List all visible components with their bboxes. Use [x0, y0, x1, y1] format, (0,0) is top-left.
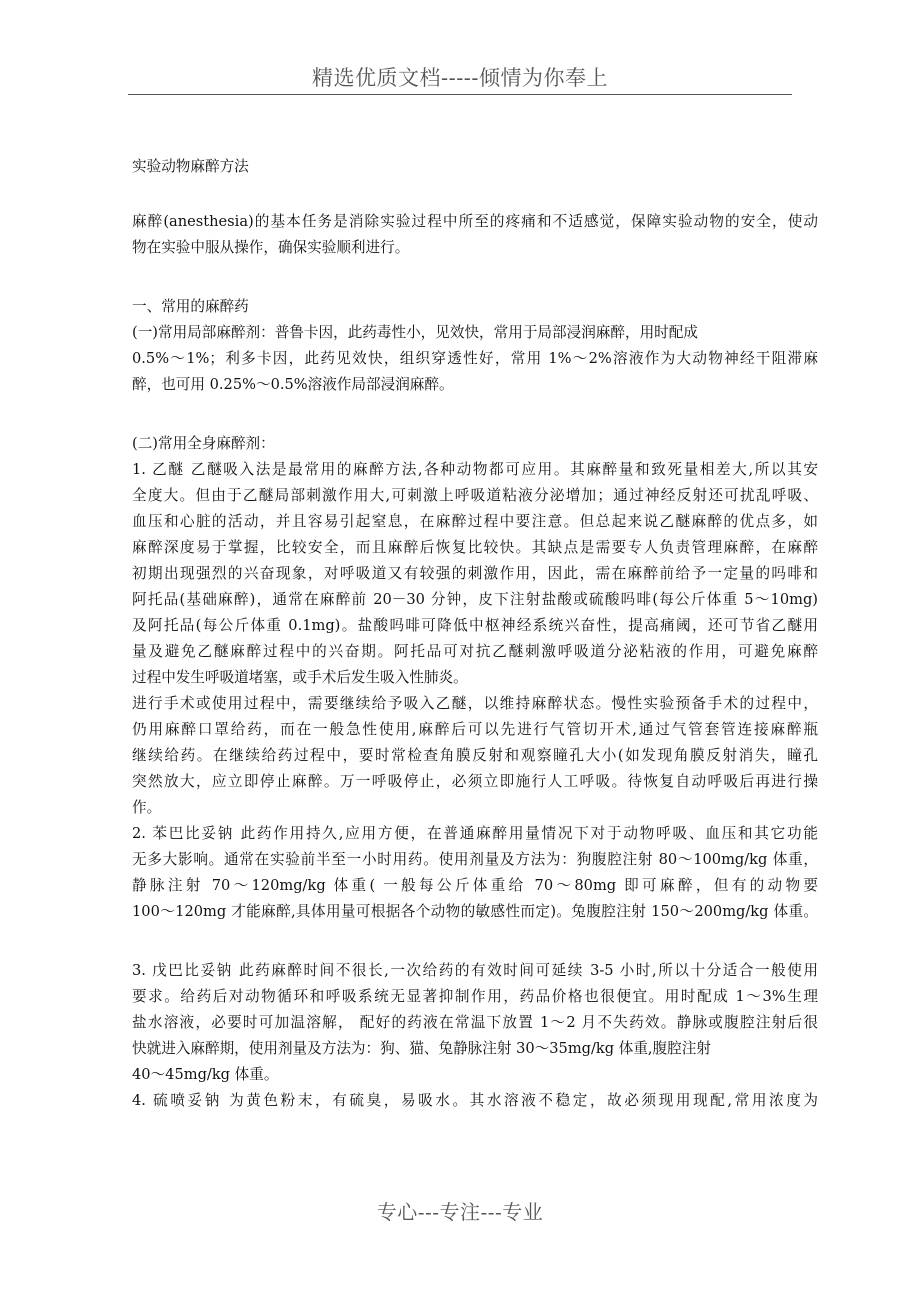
phenobarbital-line: 无多大影响。通常在实验前半至一小时用药。使用剂量及方法为：狗腹腔注射 80～100mg/kg 体重， [132, 851, 818, 868]
pentobarbital-line: 要求。给药后对动物循环和呼吸系统无显著抑制作用，药品价格也很便宜。用时配成 1～3%生理 [132, 988, 818, 1005]
phenobarbital-line: 100～120mg 才能麻醉,具体用量可根据各个动物的敏感性而定)。兔腹腔注射 150～200mg/kg 体重。 [132, 903, 818, 920]
ether-maintenance-line: 突然放大，应立即停止麻醉。万一呼吸停止，必须立即施行人工呼吸。待恢复自动呼吸后再进行操 [132, 773, 818, 790]
phenobarbital-line: 静脉注射 70～120mg/kg 体重( 一般每公斤体重给 70～80mg 即可麻醉，但有的动物要 [132, 877, 818, 894]
ether-maintenance-line: 继续给药。在继续给药过程中，要时常检查角膜反射和观察瞳孔大小(如发现角膜反射消失，瞳孔 [132, 747, 818, 764]
pentobarbital-line: 3. 戊巴比妥钠 此药麻醉时间不很长,一次给药的有效时间可延续 3-5 小时,所以十分适合一般使用 [132, 962, 818, 979]
header-divider [128, 94, 792, 95]
thiopental-line: 4. 硫喷妥钠 为黄色粉末，有硫臭，易吸水。其水溶液不稳定，故必须现用现配,常用浓度为 [132, 1092, 818, 1109]
ether-line: 及阿托品(每公斤体重 0.1mg)。盐酸吗啡可降低中枢神经系统兴奋性，提高痛阈，还可节省乙醚用 [132, 617, 818, 634]
pentobarbital-line: 盐水溶液，必要时可加温溶解， 配好的药液在常温下放置 1～2 月不失药效。静脉或腹腔注射后很 [132, 1014, 818, 1031]
ether-maintenance-line: 进行手术或使用过程中，需要继续给予吸入乙醚，以维持麻醉状态。慢性实验预备手术的过程中， [132, 695, 818, 712]
ether-line: 阿托品(基础麻醉)，通常在麻醉前 20－30 分钟，皮下注射盐酸或硫酸吗啡(每公斤体重 5～10mg) [132, 591, 818, 608]
page-footer: 专心---专注---专业 [376, 1200, 544, 1224]
document-title: 实验动物麻醉方法 [132, 158, 249, 175]
pentobarbital-line: 快就进入麻醉期，使用剂量及方法为：狗、猫、兔静脉注射 30～35mg/kg 体重,腹腔注射 [132, 1040, 711, 1057]
page-header: 精选优质文档-----倾情为你奉上 [312, 66, 608, 90]
subsection-heading: (二)常用全身麻醉剂： [132, 435, 275, 452]
ether-line: 过程中发生呼吸道堵塞，或手术后发生吸入性肺炎。 [132, 669, 468, 686]
ether-line: 血压和心脏的活动，并且容易引起窒息，在麻醉过程中要注意。但总起来说乙醚麻醉的优点多，如 [132, 513, 818, 530]
section-heading: 一、常用的麻醉药 [132, 298, 249, 315]
ether-line: 初期出现强烈的兴奋现象，对呼吸道又有较强的刺激作用，因此，需在麻醉前给予一定量的吗啡和 [132, 565, 818, 582]
ether-line: 1. 乙醚 乙醚吸入法是最常用的麻醉方法,各种动物都可应用。其麻醉量和致死量相差大,所以其安 [132, 461, 818, 478]
intro-line: 物在实验中服从操作，确保实验顺利进行。 [132, 239, 410, 256]
ether-line: 量及避免乙醚麻醉过程中的兴奋期。阿托品可对抗乙醚刺激呼吸道分泌粘液的作用，可避免麻醉 [132, 643, 818, 660]
ether-line: 麻醉深度易于掌握，比较安全，而且麻醉后恢复比较快。其缺点是需要专人负责管理麻醉，在麻醉 [132, 539, 818, 556]
local-anesthetic-line: 0.5%～1%；利多卡因，此药见效快，组织穿透性好，常用 1%～2%溶液作为大动物神经干阻滞麻 [132, 350, 818, 367]
ether-maintenance-line: 作。 [132, 799, 162, 816]
local-anesthetic-line: (一)常用局部麻醉剂：普鲁卡因，此药毒性小，见效快，常用于局部浸润麻醉，用时配成 [132, 324, 698, 341]
local-anesthetic-line: 醉，也可用 0.25%～0.5%溶液作局部浸润麻醉。 [132, 376, 454, 393]
phenobarbital-line: 2. 苯巴比妥钠 此药作用持久,应用方便，在普通麻醉用量情况下对于动物呼吸、血压和其它功能 [132, 825, 818, 842]
ether-maintenance-line: 仍用麻醉口罩给药，而在一般急性使用,麻醉后可以先进行气管切开术,通过气管套管连接麻醉瓶 [132, 721, 818, 738]
intro-line: 麻醉(anesthesia)的基本任务是消除实验过程中所至的疼痛和不适感觉，保障实验动物的安全，使动 [132, 213, 818, 230]
pentobarbital-line: 40～45mg/kg 体重。 [132, 1066, 279, 1083]
ether-line: 全度大。但由于乙醚局部刺激作用大,可刺激上呼吸道粘液分泌增加；通过神经反射还可扰乱呼吸、 [132, 487, 818, 504]
